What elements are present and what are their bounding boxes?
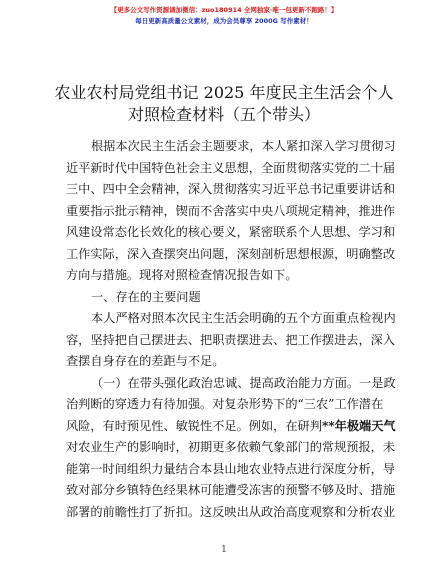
- paragraph-line: 重要指示批示精神，锲而不舍落实中央八项规定精神，推进作: [66, 203, 396, 218]
- paragraph-line: 方向与措施。现将对照检查情况报告如下。: [66, 268, 298, 282]
- document-title-line-1: 农业农村局党组书记 2025 年度民主生活会个人: [54, 83, 394, 102]
- paragraph-line: 部署的前瞻性打了折扣。这反映出从政治高度观察和分析农业: [66, 504, 396, 519]
- section-heading: 一、存在的主要问题: [91, 289, 201, 304]
- paragraph-line: 风建设常态化长效化的核心要义，紧密联系个人思想、学习和: [66, 225, 396, 239]
- paragraph-line: 工作实际，深入查摆突出问题，深刻剖析思想根源，明确整改: [66, 246, 396, 261]
- paragraph-line: 能第一时间组织力量结合本县山地农业特点进行深度分析，导: [66, 461, 396, 476]
- paragraph-text: 风险，有时预见性、敏锐性不足。例如，在研判: [66, 418, 322, 433]
- paragraph-line: 对农业生产的影响时，初期更多依赖气象部门的常规预报，未: [66, 440, 396, 454]
- paragraph-line: 本人严格对照本次民主生活会明确的五个方面重点检视内: [91, 311, 396, 325]
- paragraph-line: （一）在带头强化政治忠诚、提高政治能力方面。一是政: [91, 375, 396, 390]
- paragraph-line: 治判断的穿透力有待加强。对复杂形势下的“三农”工作潜在: [66, 397, 384, 411]
- paragraph-line: 近平新时代中国特色社会主义思想，全面贯彻落实党的二十届: [66, 160, 396, 175]
- document-body: [66, 136, 396, 523]
- paragraph-line: [66, 416, 396, 438]
- document-title-line-2: 对照检查材料（五个带头）: [127, 105, 320, 124]
- paragraph-line: 查摆自身存在的差距与不足。: [66, 354, 225, 368]
- paragraph-line: 根据本次民主生活会主题要求，本人紧扣深入学习贯彻习: [91, 139, 396, 153]
- promo-banner-line-1: 【更多公文写作资源请加微信：zuo180914 全网独家·唯一包更新不跑路！】: [110, 6, 338, 14]
- paragraph-line: 容，坚持把自己摆进去、把职责摆进去、把工作摆进去，深入: [66, 332, 396, 347]
- page-number: 1: [221, 545, 227, 555]
- promo-banner-line-2: 每日更新高质量公文素材，成为会员尊享 2000G 写作素材！: [135, 17, 313, 25]
- paragraph-line: 致对部分乡镇特色经果林可能遭受冻害的预警不够及时、措施: [66, 483, 396, 497]
- emphasis-text: **年极端天气: [321, 418, 396, 433]
- paragraph-line: 三中、四中全会精神，深入贯彻落实习近平总书记重要讲话和: [66, 182, 396, 196]
